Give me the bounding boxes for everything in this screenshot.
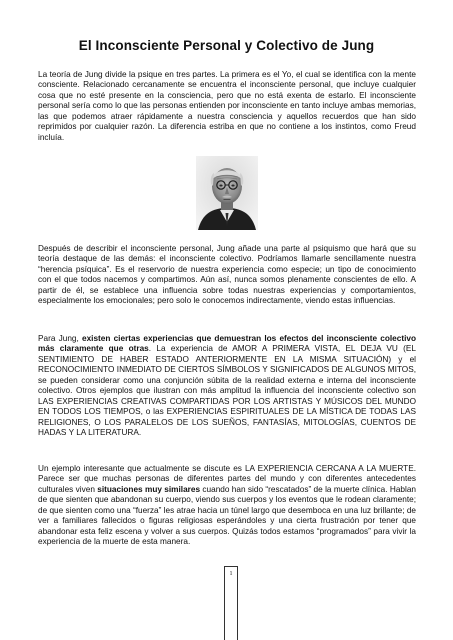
- page-number: 1: [229, 571, 233, 577]
- document-title: El Inconsciente Personal y Colectivo de Jung: [78, 38, 375, 53]
- paragraph-near-death-intro: Un ejemplo interesante que actualmente se discute es LA EXPERIENCIA CERCANA A LA MUERTE. Parece ser que muchas personas de diferentes partes del mundo y con diferentes antecedentes culturales viven: [38, 464, 416, 494]
- paragraph-experiences-rest: . La experiencia de AMOR A PRIMERA VISTA, EL DEJA VU (EL SENTIMIENTO DE HABER ESTADO ANTERIORMENTE EN LA MISMA SITUACIÓN) y el RECONOCIMIENTO INMEDIATO DE CIERTOS SÍMBOLOS Y SIGNIFICADOS DE ALGUNOS MITOS, se pueden considerar como una conjunción súbita de la realidad externa e interna del inconsciente colectivo. Otros ejemplos que ilustran con más amplitud la influencia del inconsciente colectivo son LAS EXPERIENCIAS CREATIVAS COMPARTIDAS POR LOS ARTISTAS Y MÚSICOS DEL MUNDO EN TODOS LOS TIEMPOS, o las EXPERIENCIAS ESPIRITUALES DE LA MÍSTICA DE TODAS LAS RELIGIONES, O LOS PARALELOS DE LOS SUEÑOS, FANTASÍAS, MITOLOGÍAS, CUENTOS DE HADAS Y LA LITERATURA.: [38, 344, 417, 438]
- paragraph-collective-unconscious: Después de describir el inconsciente personal, Jung añade una parte al psiquismo que hará que su teoría destaque de las demás: el inconsciente colectivo. Podríamos llamarle sencillamente nuestra “herencia psíquica”. Es el reservorio de nuestra experiencia como especie; un tipo de conocimiento con el que todos nacemos y compartimos. Aún así, nunca somos plenamente conscientes de ello. A partir de él, se establece una influencia sobre todas nuestras experiencias y comportamientos, especialmente los emocionales; pero solo le conocemos indirectamente, viendo estas influencias.: [38, 244, 416, 306]
- paragraph-experiences-bold: existen ciertas experiencias que demuestran los efectos del inconsciente colectivo más claramente que otras: [38, 334, 416, 354]
- paragraph-near-death-rest: cuando han sido “rescatados” de la muerte clínica. Hablan de que sienten que abandonan su cuerpo, viendo sus cuerpos y los eventos que le rodean claramente; de que sienten como una “fuerza” les atrae hacia un túnel largo que desemboca en una luz brillante; de ver a familiares fallecidos o figuras religiosas esperándoles y una cierta frustración por tener que abandonar esta feliz escena y volver a sus cuerpos. Quizás todos estamos “programados” para vivir la experiencia de la muerte de esta manera.: [38, 484, 417, 547]
- paragraph-experiences: [38, 334, 416, 439]
- page-number-box: [224, 566, 238, 640]
- paragraph-near-death-bold: situaciones muy similares: [97, 484, 201, 494]
- paragraph-personal-unconscious: La teoría de Jung divide la psique en tres partes. La primera es el Yo, el cual se identifica con la mente consciente. Relacionado cercanamente se encuentra el inconsciente personal, que incluye cualquier cosa que no esté presente en la consciencia, pero que no está exenta de estarlo. El inconsciente personal sería como lo que las personas entienden por inconsciente en tanto incluye ambas memorias, las que podemos atraer rápidamente a nuestra consciencia y aquellos recuerdos que han sido reprimidos por cualquier razón. La diferencia estriba en que no contiene a los instintos, como Freud incluía.: [38, 70, 416, 142]
- portrait-photo-icon: [196, 156, 258, 230]
- paragraph-experiences-intro: Para Jung,: [38, 334, 82, 343]
- paragraph-near-death: [38, 464, 416, 548]
